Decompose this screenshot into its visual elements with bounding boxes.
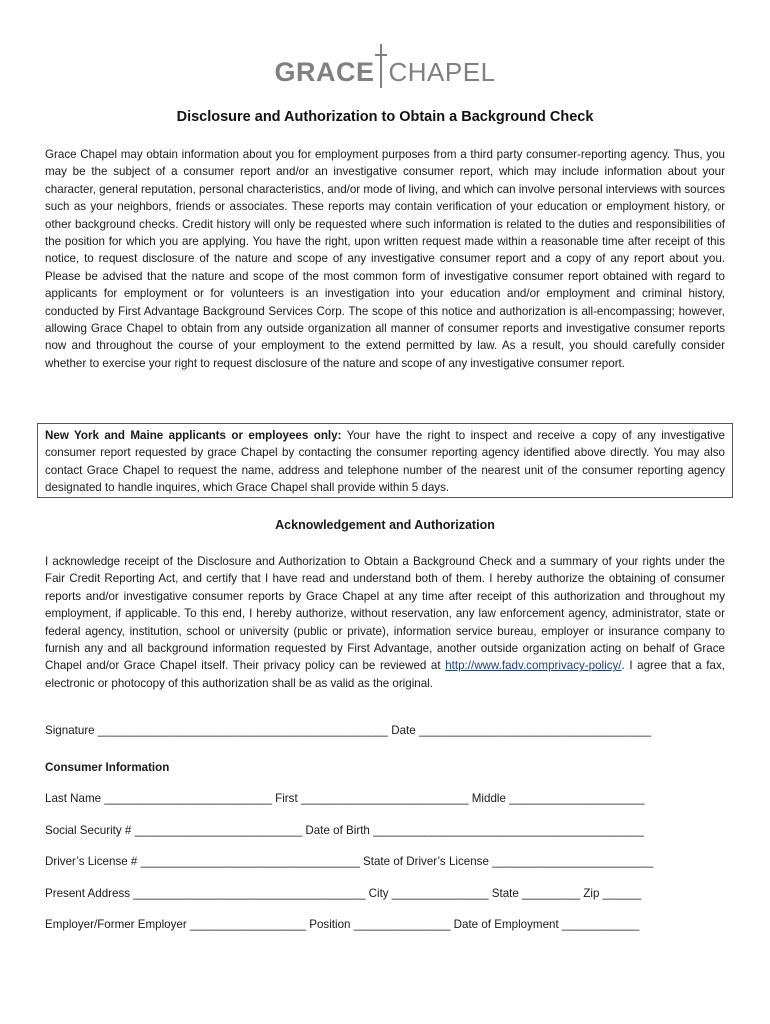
logo-word-grace: GRACE bbox=[274, 57, 375, 87]
ny-maine-notice bbox=[45, 427, 725, 497]
privacy-policy-link[interactable]: http://www.fadv.comprivacy-policy/ bbox=[445, 659, 622, 673]
ack-text-before: I acknowledge receipt of the Disclosure and Authorization to Obtain a Background Check and a summary of your rights under the Fair Credit Reporting Act, and certify that I have read and understand both of them. I hereby authorize the obtaining of consumer reports and/or investigative consumer reports by Grace Chapel at any time after receipt of this authorization and throughout my employment, if applicable. To this end, I hereby authorize, without reservation, any law enforcement agency, administrator, state or federal agency, institution, school or university (public or private), information service bureau, employer or insurance company to furnish any and all background information requested by First Advantage, another outside organization acting on behalf of Grace Chapel and/or Grace Chapel itself. Their privacy policy can be reviewed at bbox=[45, 555, 725, 673]
cross-icon bbox=[375, 44, 387, 88]
ny-maine-notice-box bbox=[37, 423, 733, 498]
consumer-information-heading: Consumer Information bbox=[45, 761, 170, 774]
disclosure-paragraph: Grace Chapel may obtain information about you for employment purposes from a third party consumer-reporting agency. Thus, you may be the subject of a consumer report and/or an investigative consumer report, which may include information about your character, general reputation, personal characteristics, and/or mode of living, and which can involve personal interviews with sources such as your neighbors, friends or associates. These reports may contain verification of your education or employment history, or other background checks. Credit history will only be requested where such information is related to the duties and responsibilities of the position for which you are applying. You have the right, upon written request made within a reasonable time after receipt of this notice, to request disclosure of the nature and scope of any investigative consumer report and a copy of any report about you. Please be advised that the nature and scope of the most common form of investigative consumer report obtained with regard to applicants for employment or for volunteers is an investigation into your education and/or employment and criminal history, conducted by First Advantage Background Services Corp. The scope of this notice and authorization is all-encompassing; however, allowing Grace Chapel to obtain from any outside organization all manner of consumer reports and investigative consumer reports now and throughout the course of your employment to the extend permitted by law. As a result, you should carefully consider whether to exercise your right to request disclosure of the nature and scope of any investigative consumer report. bbox=[45, 148, 725, 370]
document-title: Disclosure and Authorization to Obtain a Background Check bbox=[176, 109, 594, 125]
acknowledgement-paragraph bbox=[45, 553, 725, 692]
address-fields-line[interactable]: Present Address ____________________________________ City _______________ State _________ Zip ______ bbox=[45, 887, 642, 900]
ny-maine-notice-body: Your have the right to inspect and receive a copy of any investigative consumer report requested by grace Chapel by contacting the consumer reporting agency identified above directly. You may also contact Grace Chapel to request the name, address and telephone number of the nearest unit of the consumer reporting agency designated to handle inquires, which Grace Chapel shall provide within 5 days. bbox=[45, 429, 725, 495]
acknowledgement-title: Acknowledgement and Authorization bbox=[275, 518, 495, 532]
ny-maine-notice-lead: New York and Maine applicants or employees only: bbox=[45, 429, 342, 442]
employer-fields-line[interactable]: Employer/Former Employer __________________ Position _______________ Date of Employment ____________ bbox=[45, 918, 640, 931]
name-fields-line[interactable]: Last Name __________________________ First __________________________ Middle _____________________ bbox=[45, 792, 645, 805]
ssn-dob-fields-line[interactable]: Social Security # __________________________ Date of Birth __________________________________________ bbox=[45, 824, 644, 837]
drivers-license-fields-line[interactable]: Driver’s License # __________________________________ State of Driver’s License _________________________ bbox=[45, 855, 654, 868]
grace-chapel-logo bbox=[0, 44, 770, 88]
logo-word-chapel: CHAPEL bbox=[388, 57, 496, 87]
signature-date-line[interactable]: Signature _____________________________________________ Date ____________________________________ bbox=[45, 724, 652, 737]
ack-text-after: . I agree that a fax, electronic or photocopy of this authorization shall be as valid as the original. bbox=[45, 659, 725, 690]
